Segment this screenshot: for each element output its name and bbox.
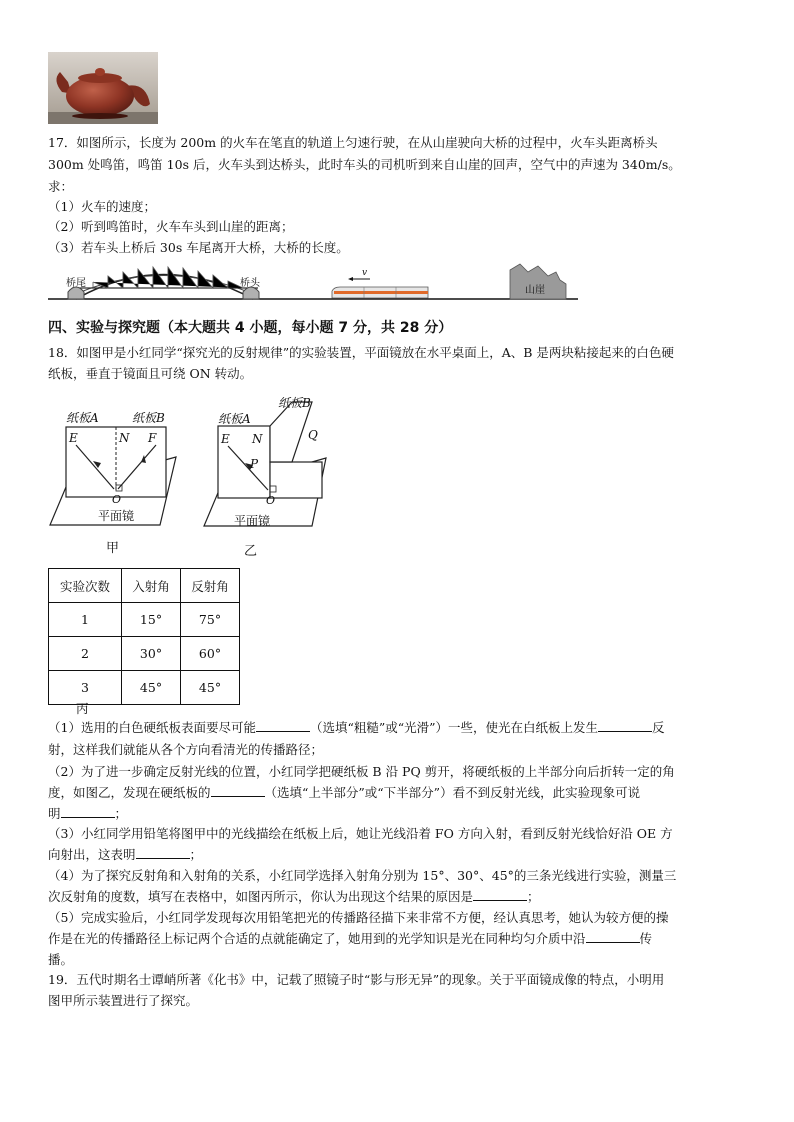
q18-part4-line1: （4）为了探究反射角和入射角的关系，小红同学选择入射角分别为 15°、30°、45°的三条光线进行实验，测量三 <box>48 868 677 883</box>
q17-line-2: 300m 处鸣笛，鸣笛 10s 后，火车头到达桥头，此时车头的司机听到来自山崖的回声，空气中的声速为 340m/s。 <box>48 157 681 172</box>
q18-part5-line3: 播。 <box>48 952 74 967</box>
bridge-head-label: 桥头 <box>240 278 260 289</box>
table-row <box>49 603 240 637</box>
section-title: 四、实验与探究题（本大题共 4 小题，每小题 7 分，共 28 分） <box>48 320 453 336</box>
table-header: 反射角 <box>181 569 240 603</box>
table-row <box>49 637 240 671</box>
q18-part2-line2: 度，如图乙，发现在硬纸板的 （选填“上半部分”或“下半部分”）看不到反射光线，此实验现象可说 <box>48 785 641 800</box>
jia-e: E <box>69 431 78 445</box>
q18-part2-line1: （2）为了进一步确定反射光线的位置，小红同学把硬纸板 B 沿 PQ 剪开，将硬纸板的上半部分向后折转一定的角 <box>48 764 675 779</box>
answer-blank[interactable] <box>61 806 115 818</box>
answer-blank[interactable] <box>598 720 652 732</box>
yi-p: P <box>250 457 259 471</box>
jia-n: N <box>119 431 130 445</box>
yi-q: Q <box>308 428 318 442</box>
q19-line-2: 图甲所示装置进行了探究。 <box>48 993 199 1008</box>
answer-blank[interactable] <box>211 785 265 797</box>
q18-part5-line1: （5）完成实验后，小红同学发现每次用铅笔把光的传播路径描下来非常不方便，经认真思考，她认为较方便的操 <box>48 910 669 925</box>
answer-blank[interactable] <box>136 847 190 859</box>
q18-part4-line2: 次反射角的度数，填写在表格中，如图丙所示，你认为出现这个结果的原因是 ； <box>48 889 540 904</box>
answer-blank[interactable] <box>256 720 310 732</box>
q19-line-1: 19．五代时期名士谭峭所著《化书》中，记载了照镜子时“影与形无异”的现象。关于平面镜成像的特点，小明用 <box>48 972 665 987</box>
yi-board-a: 纸板A <box>218 412 251 426</box>
q18-part1-line2: 射，这样我们就能从各个方向看清光的传播路径； <box>48 742 324 757</box>
cliff-label: 山崖 <box>525 285 545 296</box>
q17-line-3: 求： <box>48 179 74 194</box>
table-header: 实验次数 <box>49 569 122 603</box>
jia-caption: 甲 <box>106 541 120 556</box>
table-cell: 45° <box>122 671 181 705</box>
table-header-row <box>49 569 240 603</box>
table-cell: 2 <box>49 637 122 671</box>
answer-blank[interactable] <box>473 889 527 901</box>
yi-n: N <box>252 432 263 446</box>
figure-jia <box>48 405 188 560</box>
table-cell: 3 <box>49 671 122 705</box>
q18-intro-1: 18．如图甲是小红同学“探究光的反射规律”的实验装置，平面镜放在水平桌面上，A、B 是两块粘接起来的白色硬 <box>48 345 674 360</box>
teapot-photo <box>48 52 158 124</box>
q17-line-1: 17．如图所示，长度为 200m 的火车在笔直的轨道上匀速行驶，在从山崖驶向大桥的过程中，火车头距离桥头 <box>48 135 658 150</box>
jia-board-a: 纸板A <box>66 411 99 425</box>
jia-o: O <box>112 493 122 506</box>
table-caption: 丙 <box>76 701 89 716</box>
answer-blank[interactable] <box>586 931 640 943</box>
table-cell: 75° <box>181 603 240 637</box>
jia-mirror: 平面镜 <box>98 509 135 523</box>
yi-mirror: 平面镜 <box>234 514 271 528</box>
figure-yi <box>200 392 340 560</box>
table-cell: 45° <box>181 671 240 705</box>
jia-f: F <box>148 431 157 445</box>
experiment-table <box>48 568 240 705</box>
q18-intro-2: 纸板，垂直于镜面且可绕 ON 转动。 <box>48 366 253 381</box>
table-cell: 60° <box>181 637 240 671</box>
yi-o: O <box>266 494 276 507</box>
q18-part5-line2: 作是在光的传播路径上标记两个合适的点就能确定了，她用到的光学知识是光在同种均匀介质中沿 传 <box>48 931 653 946</box>
yi-e: E <box>221 432 230 446</box>
q17-line-5: （2）听到鸣笛时，火车车头到山崖的距离； <box>48 219 294 234</box>
q18-part1-line1: （1）选用的白色硬纸板表面要尽可能 （选填“粗糙”或“光滑”）一些，使光在白纸板上发生 反 <box>48 720 665 735</box>
bridge-train-figure <box>48 262 578 320</box>
q17-line-6: （3）若车头上桥后 30s 车尾离开大桥，大桥的长度。 <box>48 240 349 255</box>
q18-part3-line2: 向射出，这表明 ； <box>48 847 203 862</box>
jia-board-b: 纸板B <box>132 411 165 425</box>
q17-line-4: （1）火车的速度； <box>48 199 156 214</box>
table-header: 入射角 <box>122 569 181 603</box>
table-cell: 30° <box>122 637 181 671</box>
table-cell: 15° <box>122 603 181 637</box>
velocity-label: v <box>362 268 368 278</box>
table-cell: 1 <box>49 603 122 637</box>
q18-part3-line1: （3）小红同学用铅笔将图甲中的光线描绘在纸板上后，她让光线沿着 FO 方向入射，看到反射光线恰好沿 OE 方 <box>48 826 673 841</box>
bridge-tail-label: 桥尾 <box>66 278 86 289</box>
q18-part2-line3: 明 ； <box>48 806 128 821</box>
yi-caption: 乙 <box>244 544 258 559</box>
yi-board-b: 纸板B <box>278 396 311 410</box>
